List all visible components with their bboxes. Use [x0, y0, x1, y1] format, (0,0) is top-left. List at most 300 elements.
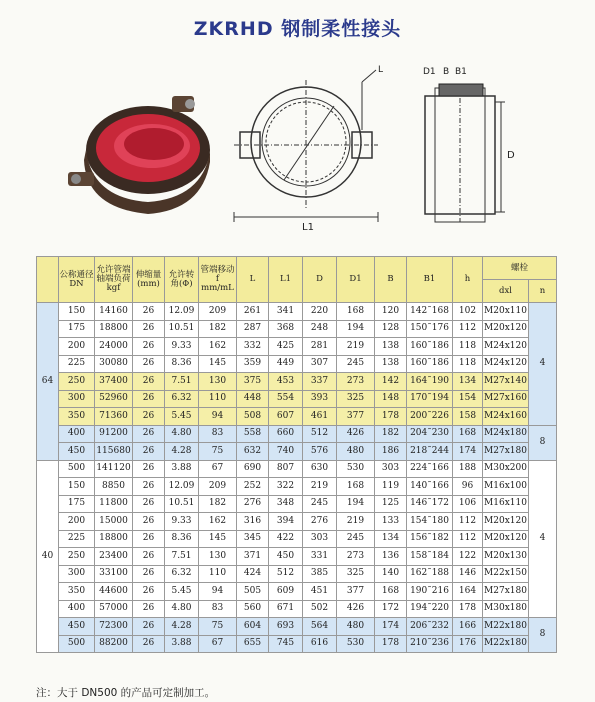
table-cell: 200 [59, 513, 95, 531]
table-cell: 480 [337, 618, 375, 636]
table-cell: 377 [337, 583, 375, 601]
table-cell: 133 [375, 513, 407, 531]
front-view-drawing [226, 62, 396, 232]
table-cell: 604 [237, 618, 269, 636]
table-cell: 558 [237, 425, 269, 443]
table-cell: 186 [375, 443, 407, 461]
table-cell: 138 [375, 338, 407, 356]
table-cell: 182 [375, 425, 407, 443]
table-cell: 134 [375, 530, 407, 548]
table-cell: 609 [269, 583, 303, 601]
table-cell: 140˜166 [407, 478, 453, 496]
table-cell: 194 [337, 320, 375, 338]
table-cell: 94 [199, 583, 237, 601]
table-cell: 7.51 [165, 548, 199, 566]
table-cell: 807 [269, 460, 303, 478]
table-cell: 10.51 [165, 495, 199, 513]
table-row [37, 513, 557, 531]
table-cell: 26 [133, 338, 165, 356]
table-cell: 6.32 [165, 390, 199, 408]
spec-table [36, 256, 557, 653]
table-cell: 26 [133, 408, 165, 426]
table-cell: 182 [199, 320, 237, 338]
table-cell: 26 [133, 390, 165, 408]
table-cell: 348 [269, 495, 303, 513]
table-cell: 128 [375, 320, 407, 338]
table-cell: 44600 [95, 583, 133, 601]
header-B1: B1 [407, 257, 453, 303]
table-cell: 371 [237, 548, 269, 566]
table-cell: 172 [375, 600, 407, 618]
table-cell: 8.36 [165, 355, 199, 373]
table-cell: 303 [303, 530, 337, 548]
table-cell: 125 [375, 495, 407, 513]
table-cell: 166 [453, 618, 483, 636]
table-cell: 26 [133, 443, 165, 461]
table-cell: 136 [375, 548, 407, 566]
header-L1: L1 [269, 257, 303, 303]
table-cell: 560 [237, 600, 269, 618]
table-cell: 426 [337, 600, 375, 618]
table-cell: 26 [133, 565, 165, 583]
table-cell: M22x150 [483, 565, 529, 583]
table-cell: 146 [453, 565, 483, 583]
header-displacement: 管端移动f mm/mL [199, 257, 237, 303]
table-cell: 178 [375, 408, 407, 426]
table-cell: 245 [337, 355, 375, 373]
table-cell: M20x120 [483, 513, 529, 531]
table-cell: M20x110 [483, 303, 529, 321]
table-cell: 174 [375, 618, 407, 636]
table-cell: 178 [375, 635, 407, 653]
table-cell: 150 [59, 303, 95, 321]
header-pressure: 允许管端轴端负荷kgf [95, 257, 133, 303]
header-D1: D1 [337, 257, 375, 303]
table-cell: 576 [303, 443, 337, 461]
table-cell: 273 [337, 373, 375, 391]
table-cell: 307 [303, 355, 337, 373]
header-L: L [237, 257, 269, 303]
table-cell: 505 [237, 583, 269, 601]
table-cell: 450 [59, 443, 95, 461]
table-cell: 164˜190 [407, 373, 453, 391]
label-B1: B1 [455, 67, 467, 77]
table-cell: 30080 [95, 355, 133, 373]
table-cell: 322 [269, 478, 303, 496]
table-cell: 26 [133, 320, 165, 338]
table-cell: 26 [133, 425, 165, 443]
table-cell: 26 [133, 635, 165, 653]
table-cell: 26 [133, 513, 165, 531]
table-cell: 26 [133, 600, 165, 618]
table-cell: 168 [453, 425, 483, 443]
table-cell: 150 [59, 478, 95, 496]
table-cell: 394 [269, 513, 303, 531]
table-cell: 9.33 [165, 338, 199, 356]
table-cell: 130 [199, 548, 237, 566]
table-cell: 693 [269, 618, 303, 636]
table-cell: 130 [199, 373, 237, 391]
table-cell: 18800 [95, 530, 133, 548]
table-cell: 3.88 [165, 635, 199, 653]
table-cell: 26 [133, 618, 165, 636]
table-cell: 350 [59, 408, 95, 426]
table-cell: 210˜236 [407, 635, 453, 653]
table-cell: 156˜182 [407, 530, 453, 548]
table-cell: 120 [375, 303, 407, 321]
table-cell: 140 [375, 565, 407, 583]
table-row [37, 600, 557, 618]
table-cell: 690 [237, 460, 269, 478]
table-row [37, 618, 557, 636]
table-cell: 300 [59, 390, 95, 408]
table-cell: 188 [453, 460, 483, 478]
header-bolt-dxl: dxl [483, 280, 529, 303]
table-row [37, 548, 557, 566]
table-cell: 26 [133, 355, 165, 373]
table-cell: M20x120 [483, 320, 529, 338]
table-cell: 194 [337, 495, 375, 513]
table-cell: 250 [59, 373, 95, 391]
table-cell: 162 [199, 338, 237, 356]
table-cell: 671 [269, 600, 303, 618]
table-row [37, 495, 557, 513]
group-pressure-cell: 64 [37, 303, 59, 461]
table-cell: 461 [303, 408, 337, 426]
table-cell: 75 [199, 618, 237, 636]
table-cell: 72300 [95, 618, 133, 636]
bolt-count-cell: 4 [529, 303, 557, 426]
table-cell: 67 [199, 460, 237, 478]
table-cell: 170˜194 [407, 390, 453, 408]
table-cell: 530 [337, 635, 375, 653]
table-row [37, 583, 557, 601]
table-cell: 14160 [95, 303, 133, 321]
table-cell: M27x160 [483, 390, 529, 408]
table-row [37, 355, 557, 373]
table-cell: 512 [269, 565, 303, 583]
table-row [37, 425, 557, 443]
table-cell: 145 [199, 530, 237, 548]
table-cell: 449 [269, 355, 303, 373]
label-L: L [378, 65, 384, 75]
table-cell: 67 [199, 635, 237, 653]
table-cell: 225 [59, 355, 95, 373]
header-D: D [303, 257, 337, 303]
table-cell: 5.45 [165, 583, 199, 601]
table-cell: 425 [269, 338, 303, 356]
table-cell: 154 [453, 390, 483, 408]
table-cell: 9.33 [165, 513, 199, 531]
table-cell: 6.32 [165, 565, 199, 583]
table-cell: 530 [337, 460, 375, 478]
table-cell: 190˜216 [407, 583, 453, 601]
table-cell: 7.51 [165, 373, 199, 391]
table-cell: 15000 [95, 513, 133, 531]
label-D: D [507, 150, 515, 161]
table-cell: 102 [453, 303, 483, 321]
table-cell: 564 [303, 618, 337, 636]
table-cell: 4.80 [165, 600, 199, 618]
table-cell: 106 [453, 495, 483, 513]
table-cell: 88200 [95, 635, 133, 653]
table-cell: 71360 [95, 408, 133, 426]
table-cell: 453 [269, 373, 303, 391]
table-cell: 303 [375, 460, 407, 478]
table-cell: M24x160 [483, 408, 529, 426]
page-title: ZKRHD 钢制柔性接头 [193, 18, 402, 40]
table-cell: 175 [59, 320, 95, 338]
label-L1: L1 [302, 222, 314, 232]
table-cell: 345 [237, 530, 269, 548]
table-cell: 375 [237, 373, 269, 391]
table-cell: 83 [199, 600, 237, 618]
table-cell: M27x140 [483, 373, 529, 391]
table-cell: 368 [269, 320, 303, 338]
table-cell: 182 [199, 495, 237, 513]
label-B: B [443, 67, 450, 77]
table-cell: 219 [337, 513, 375, 531]
table-cell: 158 [453, 408, 483, 426]
table-cell: 224˜166 [407, 460, 453, 478]
table-cell: 554 [269, 390, 303, 408]
table-cell: 24000 [95, 338, 133, 356]
table-cell: 209 [199, 478, 237, 496]
header-expansion: 伸缩量(mm) [133, 257, 165, 303]
table-row [37, 338, 557, 356]
table-cell: M22x180 [483, 635, 529, 653]
table-cell: 660 [269, 425, 303, 443]
table-cell: 150˜176 [407, 320, 453, 338]
bolt-count-cell: 4 [529, 460, 557, 618]
table-row [37, 635, 557, 653]
table-cell: 122 [453, 548, 483, 566]
table-cell: 632 [237, 443, 269, 461]
table-cell: 18800 [95, 320, 133, 338]
table-cell: 115680 [95, 443, 133, 461]
header-angle: 允许转角(Φ) [165, 257, 199, 303]
table-cell: 175 [59, 495, 95, 513]
table-cell: 219 [337, 338, 375, 356]
table-cell: 451 [303, 583, 337, 601]
table-cell: 424 [237, 565, 269, 583]
table-cell: 448 [237, 390, 269, 408]
table-cell: 94 [199, 408, 237, 426]
table-cell: 164 [453, 583, 483, 601]
table-cell: 300 [59, 565, 95, 583]
table-cell: 8.36 [165, 530, 199, 548]
table-cell: 91200 [95, 425, 133, 443]
table-cell: 178 [453, 600, 483, 618]
header-bolt-n: n [529, 280, 557, 303]
table-cell: 52960 [95, 390, 133, 408]
table-cell: 3.88 [165, 460, 199, 478]
table-cell: 200˜226 [407, 408, 453, 426]
table-cell: 160˜186 [407, 338, 453, 356]
table-cell: 26 [133, 460, 165, 478]
table-cell: 160˜186 [407, 355, 453, 373]
table-cell: 119 [375, 478, 407, 496]
table-cell: 325 [337, 565, 375, 583]
table-cell: 26 [133, 303, 165, 321]
header-dn: 公称通径DN [59, 257, 95, 303]
header-bolt: 螺栓 [483, 257, 557, 280]
table-cell: 332 [237, 338, 269, 356]
table-cell: 220 [303, 303, 337, 321]
table-cell: M16x110 [483, 495, 529, 513]
table-cell: 138 [375, 355, 407, 373]
table-cell: 26 [133, 583, 165, 601]
table-cell: 341 [269, 303, 303, 321]
table-cell: M30x200 [483, 460, 529, 478]
table-cell: 162˜188 [407, 565, 453, 583]
table-cell: 740 [269, 443, 303, 461]
table-cell: 219 [303, 478, 337, 496]
table-cell: M20x130 [483, 548, 529, 566]
table-cell: 287 [237, 320, 269, 338]
table-cell: 218˜244 [407, 443, 453, 461]
table-cell: 250 [59, 548, 95, 566]
table-cell: 75 [199, 443, 237, 461]
product-photo [62, 90, 220, 220]
table-cell: 142˜168 [407, 303, 453, 321]
table-cell: 377 [337, 408, 375, 426]
table-cell: M24x180 [483, 425, 529, 443]
table-cell: 83 [199, 425, 237, 443]
table-cell: 176 [453, 635, 483, 653]
table-cell: 393 [303, 390, 337, 408]
header-h: h [453, 257, 483, 303]
table-cell: 112 [453, 530, 483, 548]
table-cell: 385 [303, 565, 337, 583]
table-cell: M24x120 [483, 355, 529, 373]
table-cell: 162 [199, 513, 237, 531]
table-cell: 5.45 [165, 408, 199, 426]
table-cell: 500 [59, 460, 95, 478]
bolt-count-cell: 8 [529, 425, 557, 460]
table-cell: 248 [303, 320, 337, 338]
table-cell: 37400 [95, 373, 133, 391]
table-cell: 168 [375, 583, 407, 601]
table-cell: 655 [237, 635, 269, 653]
table-cell: 273 [337, 548, 375, 566]
table-cell: 194˜220 [407, 600, 453, 618]
bolt-count-cell: 8 [529, 618, 557, 653]
group-pressure-cell: 40 [37, 460, 59, 653]
table-cell: 112 [453, 513, 483, 531]
table-cell: 134 [453, 373, 483, 391]
table-cell: 12.09 [165, 303, 199, 321]
table-cell: 245 [337, 530, 375, 548]
table-row [37, 373, 557, 391]
table-cell: 33100 [95, 565, 133, 583]
table-cell: 118 [453, 338, 483, 356]
table-cell: 141120 [95, 460, 133, 478]
table-cell: 26 [133, 530, 165, 548]
table-cell: 426 [337, 425, 375, 443]
table-cell: 12.09 [165, 478, 199, 496]
table-cell: 745 [269, 635, 303, 653]
table-row [37, 303, 557, 321]
table-cell: 350 [59, 583, 95, 601]
table-cell: 204˜230 [407, 425, 453, 443]
header-B: B [375, 257, 407, 303]
table-cell: 502 [303, 600, 337, 618]
table-row [37, 478, 557, 496]
table-cell: 261 [237, 303, 269, 321]
table-cell: 57000 [95, 600, 133, 618]
table-cell: 145 [199, 355, 237, 373]
table-cell: 607 [269, 408, 303, 426]
table-cell: 168 [337, 478, 375, 496]
table-cell: 26 [133, 495, 165, 513]
table-cell: 400 [59, 600, 95, 618]
table-cell: 26 [133, 478, 165, 496]
table-cell: M24x120 [483, 338, 529, 356]
table-cell: 11800 [95, 495, 133, 513]
table-cell: 168 [337, 303, 375, 321]
table-cell: M27x180 [483, 443, 529, 461]
table-cell: 209 [199, 303, 237, 321]
table-cell: 8850 [95, 478, 133, 496]
table-row [37, 390, 557, 408]
table-cell: 331 [303, 548, 337, 566]
table-cell: 630 [303, 460, 337, 478]
table-cell: 400 [59, 425, 95, 443]
table-cell: 422 [269, 530, 303, 548]
table-cell: 500 [59, 635, 95, 653]
table-row [37, 565, 557, 583]
table-row [37, 460, 557, 478]
side-view-drawing [405, 62, 555, 232]
table-cell: 26 [133, 548, 165, 566]
table-cell: 225 [59, 530, 95, 548]
table-cell: 26 [133, 373, 165, 391]
table-row [37, 443, 557, 461]
table-cell: 146˜172 [407, 495, 453, 513]
table-row [37, 530, 557, 548]
table-cell: 206˜232 [407, 618, 453, 636]
table-cell: M16x100 [483, 478, 529, 496]
table-cell: 96 [453, 478, 483, 496]
table-cell: 450 [269, 548, 303, 566]
table-cell: 110 [199, 390, 237, 408]
table-cell: 142 [375, 373, 407, 391]
table-cell: 110 [199, 565, 237, 583]
table-cell: 276 [237, 495, 269, 513]
table-cell: 616 [303, 635, 337, 653]
table-cell: 148 [375, 390, 407, 408]
table-cell: 281 [303, 338, 337, 356]
table-cell: 480 [337, 443, 375, 461]
table-cell: M30x180 [483, 600, 529, 618]
footnote: 注：大于 DN500 的产品可定制加工。 [36, 687, 216, 699]
table-cell: 252 [237, 478, 269, 496]
table-row [37, 320, 557, 338]
table-cell: 112 [453, 320, 483, 338]
table-cell: 4.28 [165, 443, 199, 461]
table-cell: 158˜184 [407, 548, 453, 566]
table-cell: 245 [303, 495, 337, 513]
table-cell: 4.28 [165, 618, 199, 636]
table-cell: 508 [237, 408, 269, 426]
table-cell: 337 [303, 373, 337, 391]
table-cell: 200 [59, 338, 95, 356]
table-cell: 174 [453, 443, 483, 461]
header-blank [37, 257, 59, 303]
table-cell: 316 [237, 513, 269, 531]
table-cell: M27x180 [483, 583, 529, 601]
